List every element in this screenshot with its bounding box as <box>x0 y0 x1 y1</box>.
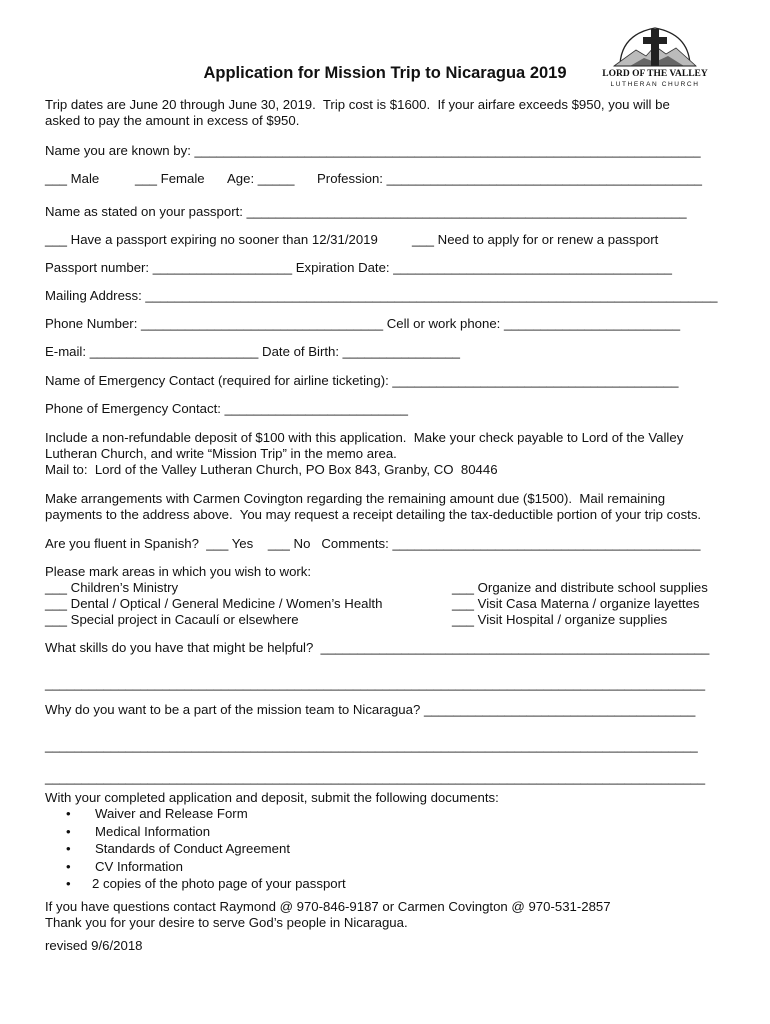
mailing-address-field[interactable]: Mailing Address: ______________________________________________________________________________ <box>45 288 718 303</box>
document-item: 2 copies of the photo page of your passport <box>92 876 346 891</box>
skills-blank-line[interactable]: __________________________________________________________________________________________ <box>45 676 706 691</box>
passport-renew-checkbox[interactable]: ___ Need to apply for or renew a passport <box>412 232 659 247</box>
bullet-icon: • <box>66 876 71 891</box>
intro-line-1: Trip dates are June 20 through June 30, 2019. Trip cost is $1600. If your airfare exceeds $950, you will be <box>45 97 670 112</box>
bullet-icon: • <box>66 806 71 821</box>
profession-field[interactable]: Profession: ___________________________________________ <box>317 171 703 186</box>
area-option[interactable]: ___ Children’s Ministry <box>45 580 179 595</box>
bullet-icon: • <box>66 841 71 856</box>
area-option[interactable]: ___ Special project in Cacaulí or elsewhere <box>45 612 299 627</box>
revised-date: revised 9/6/2018 <box>45 938 143 953</box>
emergency-contact-name-field[interactable]: Name of Emergency Contact (required for airline ticketing): _______________________________________ <box>45 373 679 388</box>
area-option[interactable]: ___ Visit Hospital / organize supplies <box>452 612 668 627</box>
document-item: Standards of Conduct Agreement <box>95 841 291 856</box>
contact-line-2: Thank you for your desire to serve God’s people in Nicaragua. <box>45 915 408 930</box>
logo-name-line2: LUTHERAN CHURCH <box>610 81 700 88</box>
logo-name-line1: LORD OF THE VALLEY <box>602 69 708 79</box>
area-option[interactable]: ___ Visit Casa Materna / organize layettes <box>452 596 700 611</box>
deposit-line-2: Lutheran Church, and write “Mission Trip” in the memo area. <box>45 446 397 461</box>
phone-field[interactable]: Phone Number: _________________________________ Cell or work phone: ________________________ <box>45 316 681 331</box>
passport-valid-checkbox[interactable]: ___ Have a passport expiring no sooner than 12/31/2019 <box>45 232 378 247</box>
area-option[interactable]: ___ Dental / Optical / General Medicine / Women’s Health <box>45 596 383 611</box>
known-by-field[interactable]: Name you are known by: _____________________________________________________________________ <box>45 143 701 158</box>
why-blank-line[interactable]: __________________________________________________________________________________________ <box>45 770 706 785</box>
area-option[interactable]: ___ Organize and distribute school supplies <box>452 580 708 595</box>
documents-heading: With your completed application and deposit, submit the following documents: <box>45 790 499 805</box>
email-field[interactable]: E-mail: _______________________ Date of Birth: ________________ <box>45 344 461 359</box>
passport-name-field[interactable]: Name as stated on your passport: ____________________________________________________________ <box>45 204 687 219</box>
intro-line-2: asked to pay the amount in excess of $950. <box>45 113 300 128</box>
spanish-question[interactable]: Are you fluent in Spanish? ___ Yes ___ No Comments: __________________________________________ <box>45 536 701 551</box>
document-item: CV Information <box>95 859 183 874</box>
deposit-line-1: Include a non-refundable deposit of $100 with this application. Make your check payable to Lord of the Valley <box>45 430 684 445</box>
areas-heading: Please mark areas in which you wish to work: <box>45 564 312 579</box>
male-checkbox[interactable]: ___ Male <box>45 171 100 186</box>
passport-number-field[interactable]: Passport number: ___________________ Expiration Date: ______________________________________ <box>45 260 672 275</box>
deposit-line-3: Mail to: Lord of the Valley Lutheran Church, PO Box 843, Granby, CO 80446 <box>45 462 498 477</box>
age-field[interactable]: Age: _____ <box>227 171 295 186</box>
page-title: Application for Mission Trip to Nicaragua 2019 <box>203 64 567 82</box>
bullet-icon: • <box>66 859 71 874</box>
bullet-icon: • <box>66 824 71 839</box>
skills-question[interactable]: What skills do you have that might be helpful? _____________________________________________________ <box>45 640 710 655</box>
contact-line-1: If you have questions contact Raymond @ 970-846-9187 or Carmen Covington @ 970-531-2857 <box>45 899 611 914</box>
emergency-contact-phone-field[interactable]: Phone of Emergency Contact: _________________________ <box>45 401 408 416</box>
arrangements-line-2: payments to the address above. You may request a receipt detailing the tax-deductible portion of your trip costs. <box>45 507 702 522</box>
document-item: Waiver and Release Form <box>95 806 248 821</box>
arrangements-line-1: Make arrangements with Carmen Covington regarding the remaining amount due ($1500). Mail remaining <box>45 491 666 506</box>
why-question[interactable]: Why do you want to be a part of the mission team to Nicaragua? _____________________________________ <box>45 702 696 717</box>
cross-mountain-icon <box>600 20 710 70</box>
why-blank-line[interactable]: _________________________________________________________________________________________ <box>45 738 698 753</box>
document-item: Medical Information <box>95 824 211 839</box>
female-checkbox[interactable]: ___ Female <box>135 171 205 186</box>
